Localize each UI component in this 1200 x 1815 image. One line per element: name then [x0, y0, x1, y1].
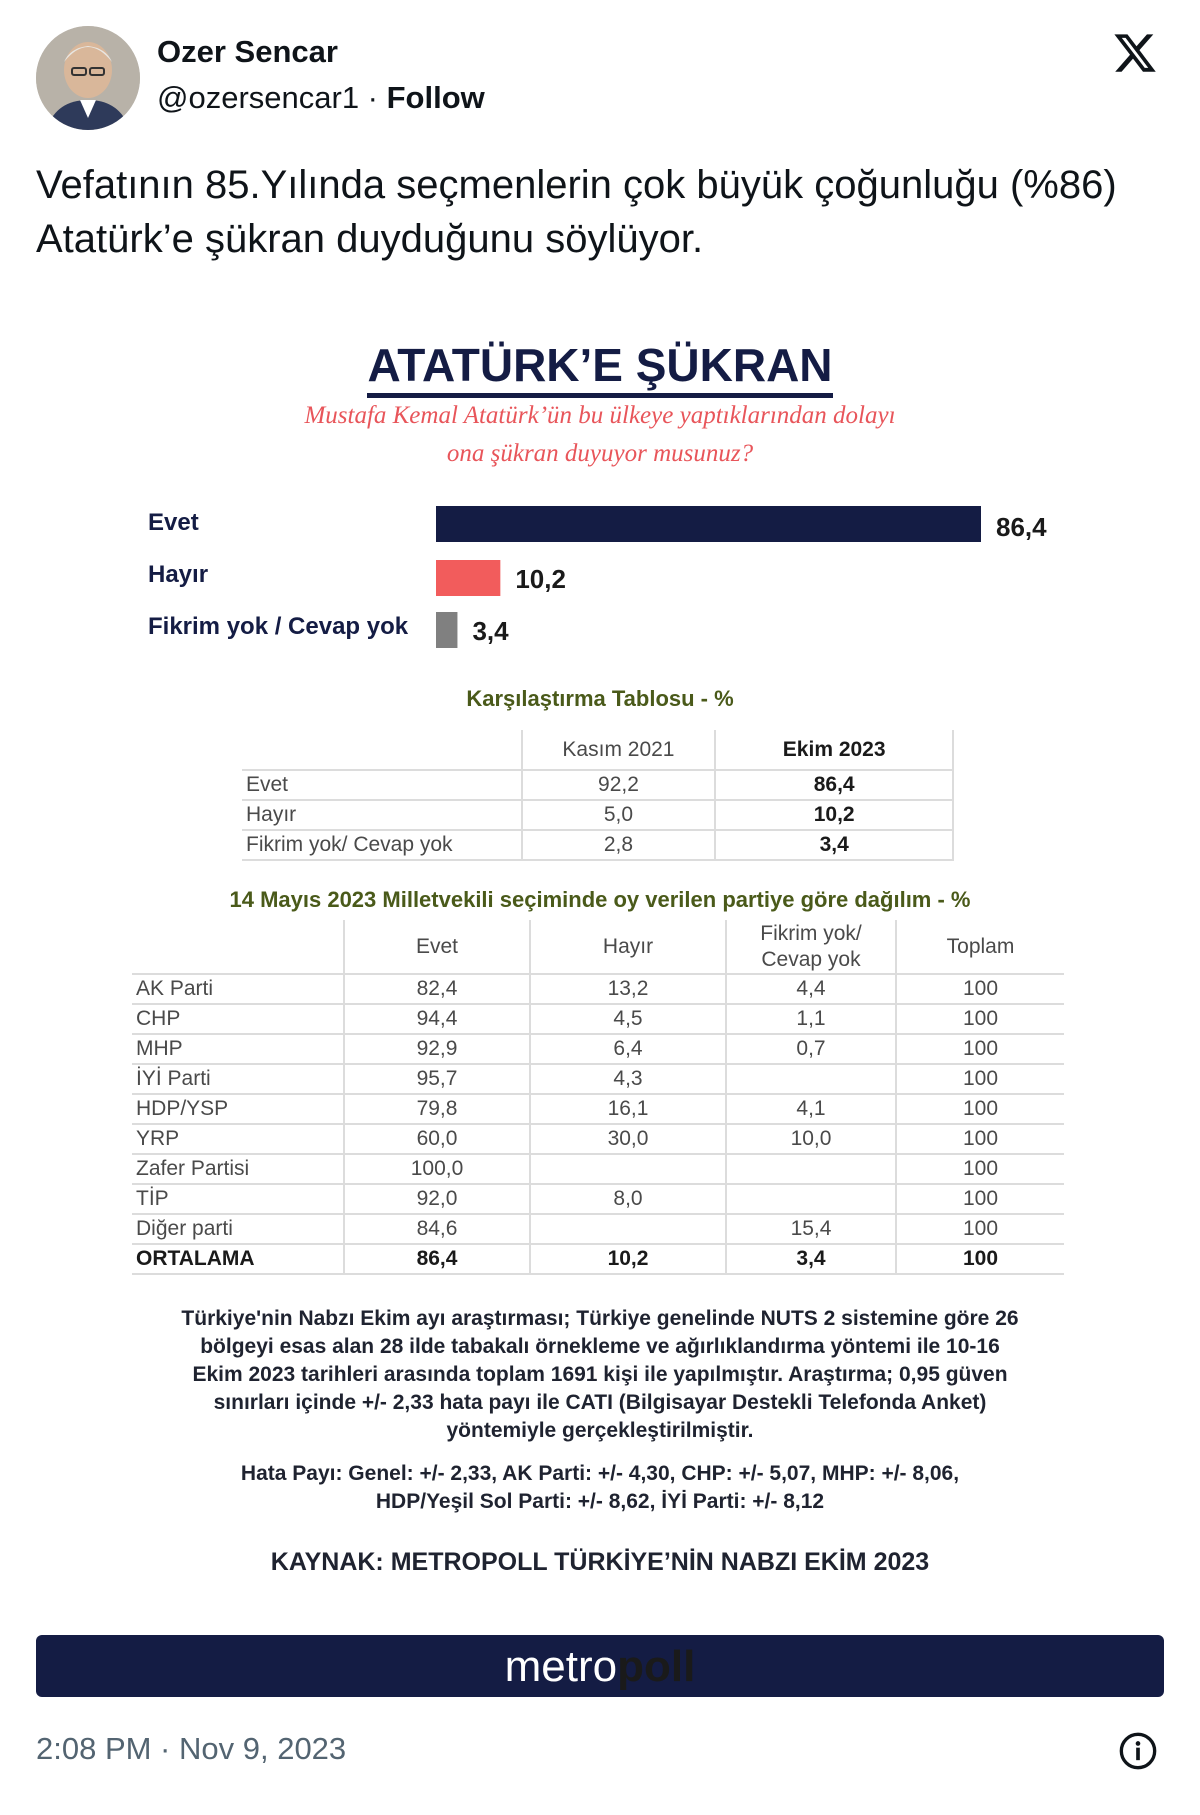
- distribution-cell: [726, 1184, 896, 1214]
- methodology-line: sınırları içinde +/- 2,33 hata payı ile CATI (Bilgisayar Destekli Telefonda Anket): [213, 1391, 987, 1414]
- comparison-header-ekim: Ekim 2023: [715, 730, 953, 770]
- x-logo-icon[interactable]: [1112, 30, 1158, 76]
- methodology-line: yöntemiyle gerçekleştirilmiştir.: [446, 1419, 754, 1442]
- comparison-cell: 86,4: [715, 770, 953, 800]
- author-handle-line: [157, 80, 485, 116]
- distribution-cell: 84,6: [344, 1214, 530, 1244]
- distribution-header-empty: [132, 920, 344, 974]
- bar-value-label: 86,4: [996, 512, 1047, 542]
- distribution-cell: YRP: [132, 1124, 344, 1154]
- distribution-row: [132, 1034, 1064, 1064]
- distribution-cell: 10,0: [726, 1124, 896, 1154]
- distribution-cell: 100: [896, 1154, 1064, 1184]
- bar-1: [436, 560, 500, 596]
- distribution-cell: 100: [896, 1214, 1064, 1244]
- distribution-cell: [530, 1214, 726, 1244]
- distribution-total-row: [132, 1244, 1064, 1274]
- distribution-cell: 100: [896, 1124, 1064, 1154]
- comparison-cell: Hayır: [242, 800, 522, 830]
- distribution-cell: 79,8: [344, 1094, 530, 1124]
- tweet-timestamp[interactable]: 2:08 PM · Nov 9, 2023: [36, 1731, 347, 1766]
- comparison-header-kasim: Kasım 2021: [522, 730, 716, 770]
- bar-category-label: Evet: [148, 509, 199, 536]
- distribution-header-toplam: Toplam: [896, 920, 1064, 974]
- methodology-line: bölgeyi esas alan 28 ilde tabakalı örnekleme ve ağırlıklandırma yöntemi ile 10-16: [200, 1335, 1000, 1358]
- distribution-row: [132, 1004, 1064, 1034]
- distribution-cell: 0,7: [726, 1034, 896, 1064]
- header-line-1: Fikrim yok/: [760, 921, 862, 945]
- logo-part-bold: poll: [617, 1642, 696, 1691]
- distribution-row: [132, 1184, 1064, 1214]
- comparison-table: [242, 730, 954, 861]
- distribution-cell: 95,7: [344, 1064, 530, 1094]
- distribution-row: [132, 974, 1064, 1004]
- author-handle[interactable]: @ozersencar1: [157, 80, 360, 115]
- comparison-title: Karşılaştırma Tablosu - %: [466, 686, 734, 711]
- comparison-header-row: [242, 730, 953, 770]
- distribution-cell: 4,5: [530, 1004, 726, 1034]
- methodology-line: Türkiye'nin Nabzı Ekim ayı araştırması; Türkiye genelinde NUTS 2 sistemine göre 26: [181, 1307, 1019, 1330]
- distribution-cell: AK Parti: [132, 974, 344, 1004]
- distribution-cell: HDP/YSP: [132, 1094, 344, 1124]
- comparison-cell: 5,0: [522, 800, 716, 830]
- distribution-cell: 13,2: [530, 974, 726, 1004]
- distribution-row: [132, 1094, 1064, 1124]
- distribution-cell: 100: [896, 1004, 1064, 1034]
- distribution-header-evet: Evet: [344, 920, 530, 974]
- bar-2: [436, 612, 457, 648]
- bar-chart: [36, 490, 1164, 650]
- distribution-row: [132, 1154, 1064, 1184]
- distribution-row: [132, 1124, 1064, 1154]
- bar-value-label: 3,4: [472, 616, 509, 646]
- distribution-cell: 94,4: [344, 1004, 530, 1034]
- metropoll-logo: [36, 1642, 1164, 1692]
- comparison-row: [242, 800, 953, 830]
- distribution-cell: 16,1: [530, 1094, 726, 1124]
- total-cell: 3,4: [726, 1244, 896, 1274]
- comparison-cell: 92,2: [522, 770, 716, 800]
- distribution-cell: 100: [896, 1094, 1064, 1124]
- distribution-cell: 8,0: [530, 1184, 726, 1214]
- distribution-cell: [726, 1064, 896, 1094]
- header-line-2: Cevap yok: [761, 947, 861, 971]
- distribution-cell: TİP: [132, 1184, 344, 1214]
- total-cell: 10,2: [530, 1244, 726, 1274]
- distribution-body: [132, 974, 1064, 1244]
- distribution-cell: 60,0: [344, 1124, 530, 1154]
- distribution-cell: [530, 1154, 726, 1184]
- avatar-image: [36, 26, 140, 130]
- bar-category-label: Hayır: [148, 561, 209, 588]
- info-icon[interactable]: [1118, 1731, 1158, 1771]
- distribution-cell: İYİ Parti: [132, 1064, 344, 1094]
- error-margin-line: Hata Payı: Genel: +/- 2,33, AK Parti: +/- 4,30, CHP: +/- 5,07, MHP: +/- 8,06,: [240, 1462, 960, 1485]
- follow-button[interactable]: Follow: [386, 80, 485, 115]
- distribution-cell: 6,4: [530, 1034, 726, 1064]
- avatar[interactable]: [36, 26, 140, 130]
- infographic-title: ATATÜRK’E ŞÜKRAN: [36, 338, 1164, 392]
- tweet-text: Vefatının 85.Yılında seçmenlerin çok büyük çoğunluğu (%86) Atatürk’e şükran duyduğunu söylüyor.: [36, 163, 1117, 261]
- distribution-cell: 4,1: [726, 1094, 896, 1124]
- distribution-header-hayir: Hayır: [530, 920, 726, 974]
- distribution-cell: 1,1: [726, 1004, 896, 1034]
- comparison-cell: 3,4: [715, 830, 953, 860]
- comparison-cell: 10,2: [715, 800, 953, 830]
- question-line-1: Mustafa Kemal Atatürk’ün bu ülkeye yaptıklarından dolayı: [304, 402, 896, 429]
- distribution-cell: Diğer parti: [132, 1214, 344, 1244]
- distribution-cell: 4,4: [726, 974, 896, 1004]
- distribution-cell: MHP: [132, 1034, 344, 1064]
- distribution-header-row: [132, 920, 1064, 974]
- distribution-cell: 30,0: [530, 1124, 726, 1154]
- source-text: KAYNAK: METROPOLL TÜRKİYE’NİN NABZI EKİM 2023: [270, 1548, 930, 1576]
- distribution-cell: 100,0: [344, 1154, 530, 1184]
- question-line-2: ona şükran duyuyor musunuz?: [446, 440, 754, 467]
- comparison-cell: Fikrim yok/ Cevap yok: [242, 830, 522, 860]
- distribution-cell: 15,4: [726, 1214, 896, 1244]
- tweet-media-infographic[interactable]: [36, 290, 1164, 1700]
- bar-0: [436, 506, 981, 542]
- distribution-cell: [726, 1154, 896, 1184]
- total-cell: 100: [896, 1244, 1064, 1274]
- distribution-table: [132, 920, 1064, 1275]
- distribution-title: 14 Mayıs 2023 Milletvekili seçiminde oy verilen partiye göre dağılım - %: [229, 887, 971, 912]
- distribution-cell: 100: [896, 974, 1064, 1004]
- distribution-cell: Zafer Partisi: [132, 1154, 344, 1184]
- comparison-row: [242, 830, 953, 860]
- author-name[interactable]: Ozer Sencar: [157, 34, 338, 69]
- error-margin-text: [36, 1460, 1164, 1516]
- distribution-cell: 92,0: [344, 1184, 530, 1214]
- distribution-cell: 100: [896, 1064, 1064, 1094]
- distribution-cell: 82,4: [344, 974, 530, 1004]
- total-cell: 86,4: [344, 1244, 530, 1274]
- error-margin-line: HDP/Yeşil Sol Parti: +/- 8,62, İYİ Parti: +/- 8,12: [375, 1490, 825, 1513]
- distribution-cell: 100: [896, 1034, 1064, 1064]
- comparison-cell: Evet: [242, 770, 522, 800]
- methodology-text: [36, 1305, 1164, 1445]
- bar-value-label: 10,2: [515, 564, 566, 594]
- distribution-cell: 4,3: [530, 1064, 726, 1094]
- separator: ·: [359, 80, 387, 115]
- comparison-header-empty: [242, 730, 522, 770]
- methodology-line: Ekim 2023 tarihleri arasında toplam 1691 kişi ile yapılmıştır. Araştırma; 0,95 güven: [192, 1363, 1008, 1386]
- distribution-cell: 100: [896, 1184, 1064, 1214]
- distribution-header-fikrim: [726, 920, 896, 974]
- bar-category-label: Fikrim yok / Cevap yok: [148, 613, 409, 640]
- logo-part-thin: metro: [504, 1642, 618, 1691]
- total-cell: ORTALAMA: [132, 1244, 344, 1274]
- comparison-row: [242, 770, 953, 800]
- comparison-cell: 2,8: [522, 830, 716, 860]
- distribution-cell: 92,9: [344, 1034, 530, 1064]
- distribution-row: [132, 1214, 1064, 1244]
- distribution-cell: CHP: [132, 1004, 344, 1034]
- distribution-row: [132, 1064, 1064, 1094]
